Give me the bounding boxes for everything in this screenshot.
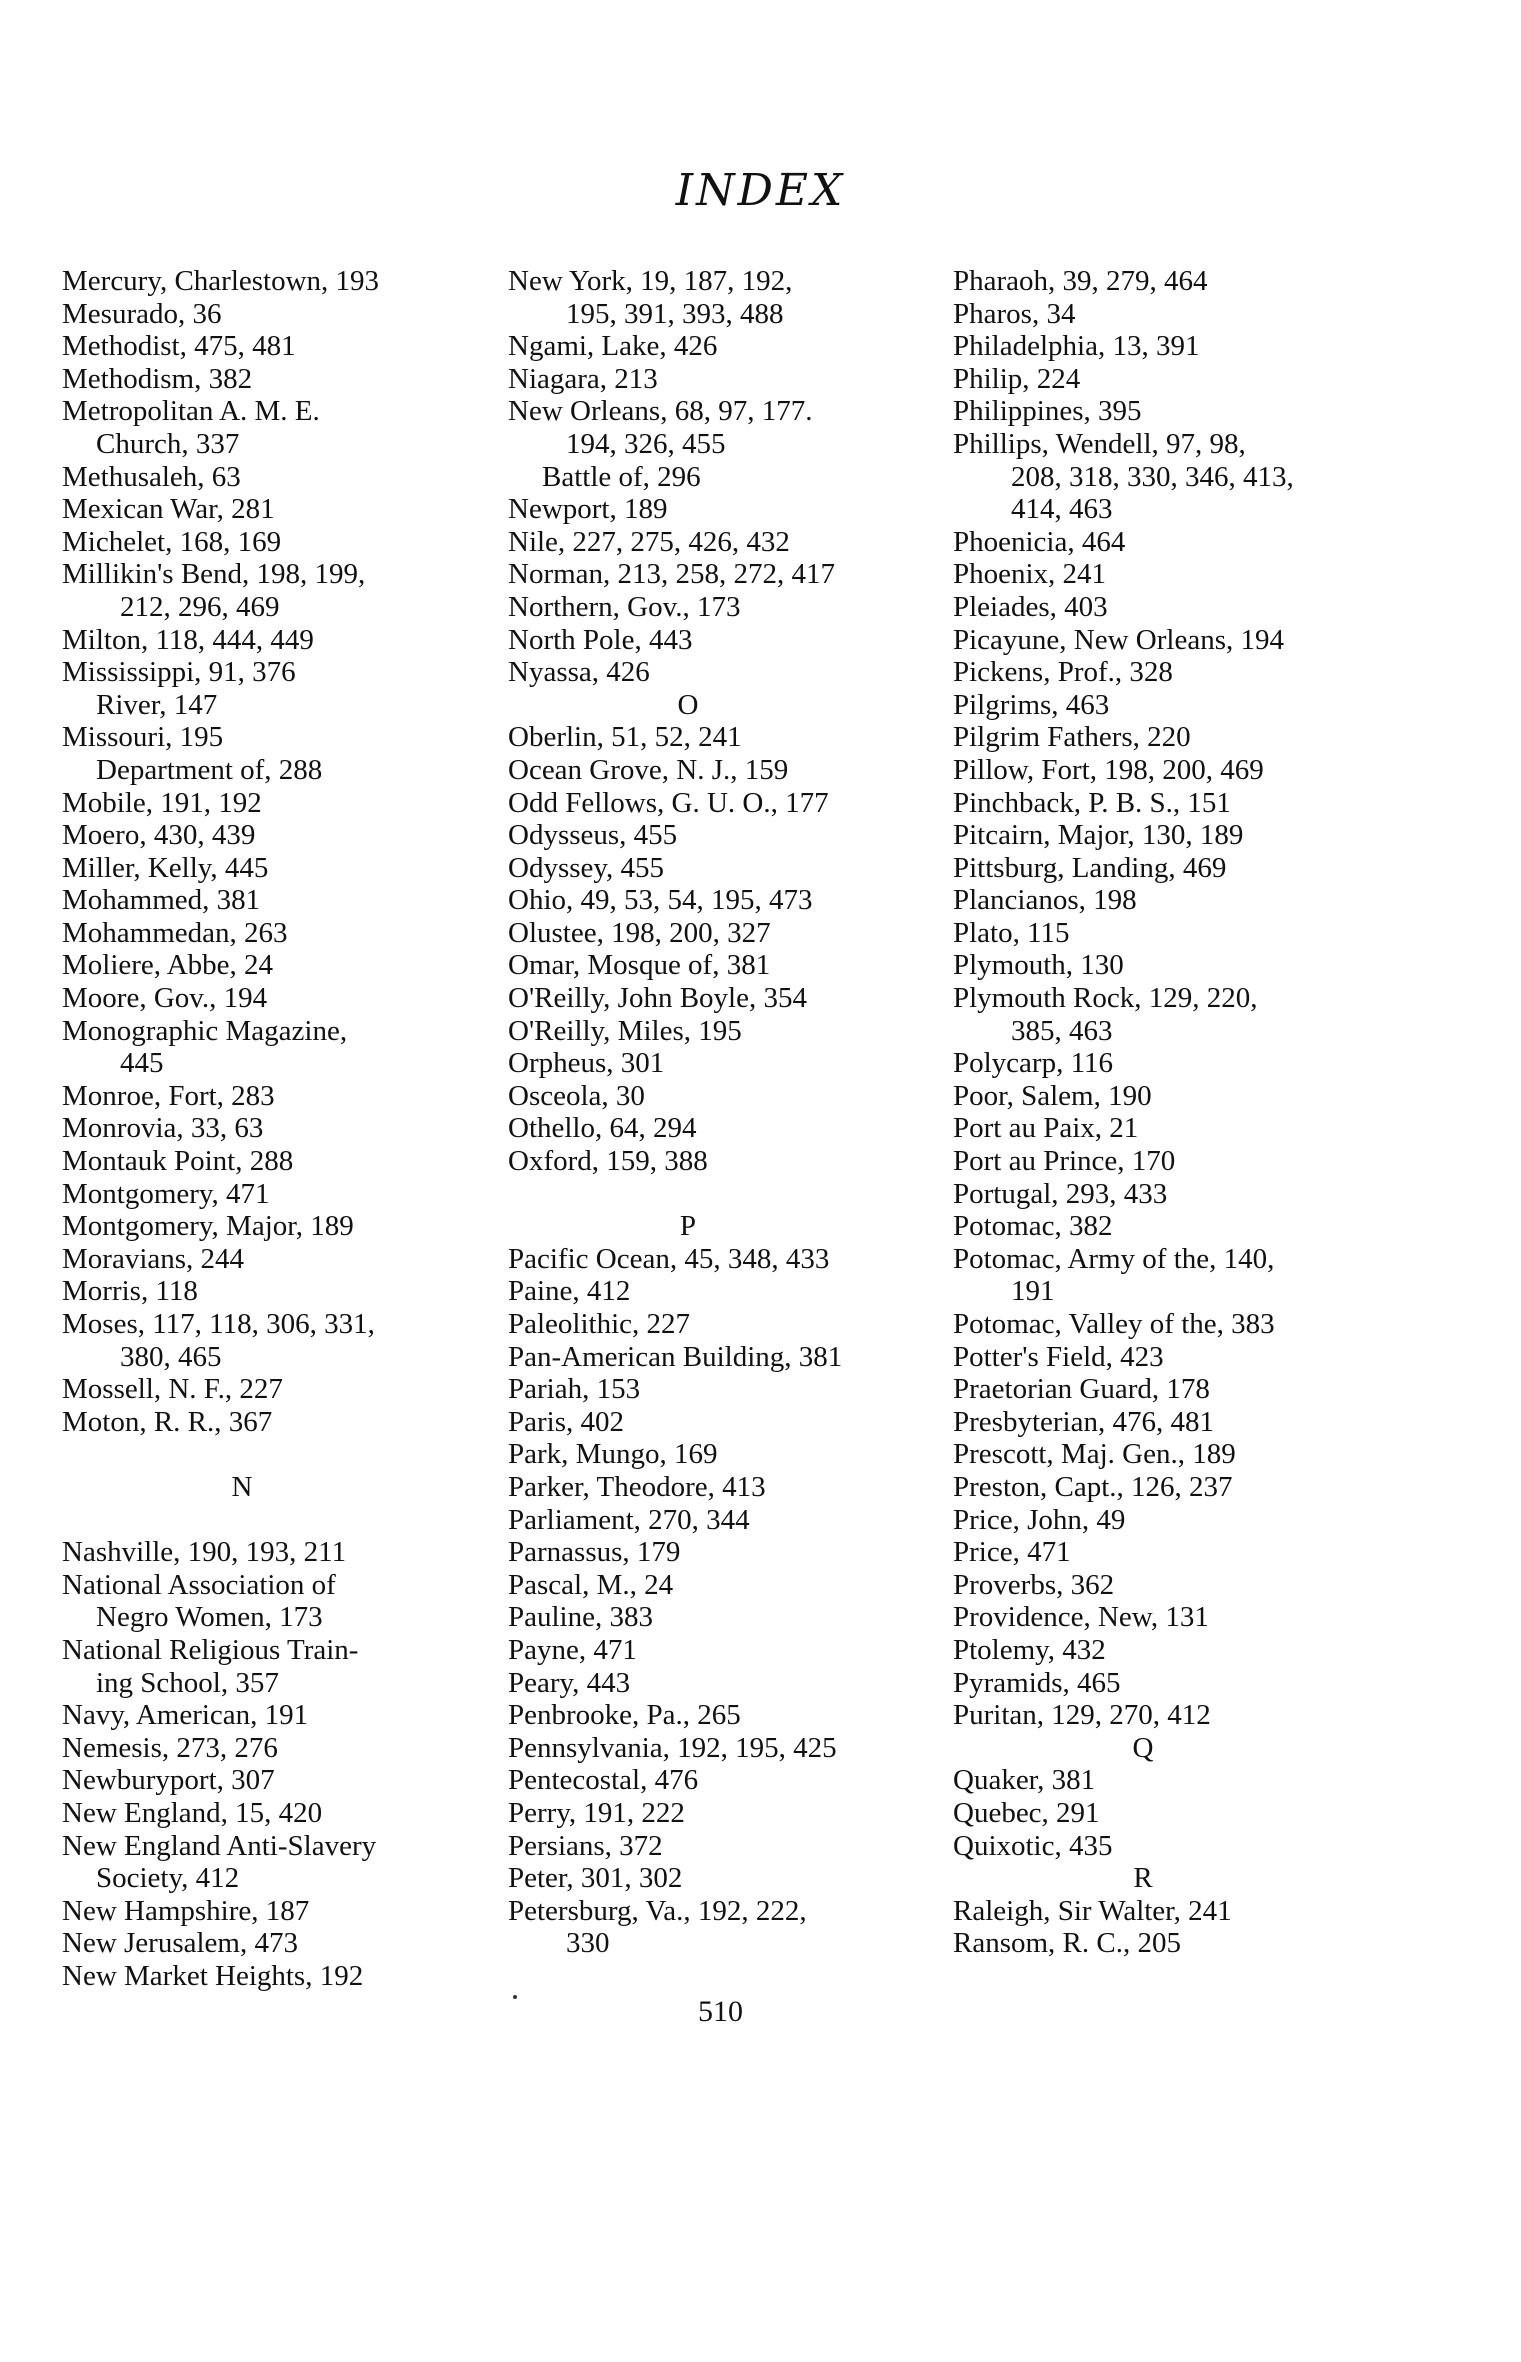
index-entry: Millikin's Bend, 198, 199, xyxy=(62,558,366,591)
index-entry-continuation: 445 xyxy=(120,1047,164,1080)
index-entry: Parnassus, 179 xyxy=(508,1536,681,1569)
index-entry: Pitcairn, Major, 130, 189 xyxy=(953,819,1244,852)
index-entry: Mohammed, 381 xyxy=(62,884,261,917)
index-column-2 xyxy=(508,265,928,1960)
index-entry-continuation: 380, 465 xyxy=(120,1340,222,1373)
index-entry-continuation: 208, 318, 330, 346, 413, xyxy=(1011,460,1294,493)
index-entry-continuation: 212, 296, 469 xyxy=(120,590,280,623)
index-entry: Pilgrims, 463 xyxy=(953,688,1110,721)
index-entry: Pyramids, 465 xyxy=(953,1666,1121,1699)
index-entry: Olustee, 198, 200, 327 xyxy=(508,916,771,949)
index-entry: Quaker, 381 xyxy=(953,1764,1096,1797)
index-entry: Pascal, M., 24 xyxy=(508,1568,674,1601)
index-entry: Nemesis, 273, 276 xyxy=(62,1731,278,1764)
index-entry: Ohio, 49, 53, 54, 195, 473 xyxy=(508,884,813,917)
index-entry-continuation: 330 xyxy=(566,1927,610,1960)
index-entry: Niagara, 213 xyxy=(508,362,658,395)
index-entry: Port au Paix, 21 xyxy=(953,1112,1139,1145)
index-entry: Pan-American Building, 381 xyxy=(508,1340,843,1373)
index-entry: Plymouth, 130 xyxy=(953,949,1124,982)
index-entry: Park, Mungo, 169 xyxy=(508,1438,718,1471)
index-entry: Odyssey, 455 xyxy=(508,851,665,884)
section-letter-heading: N xyxy=(231,1470,253,1503)
index-entry: Oxford, 159, 388 xyxy=(508,1145,708,1178)
index-entry: New England Anti-Slavery xyxy=(62,1829,377,1862)
index-entry: Odd Fellows, G. U. O., 177 xyxy=(508,786,829,819)
index-entry: Plymouth Rock, 129, 220, xyxy=(953,982,1258,1015)
index-entry: Petersburg, Va., 192, 222, xyxy=(508,1894,807,1927)
index-entry: Phoenicia, 464 xyxy=(953,525,1126,558)
index-entry: Pauline, 383 xyxy=(508,1601,653,1634)
index-entry: Methusaleh, 63 xyxy=(62,460,241,493)
index-entry-continuation: 191 xyxy=(1011,1275,1055,1308)
index-entry: Pentecostal, 476 xyxy=(508,1764,699,1797)
index-entry: Omar, Mosque of, 381 xyxy=(508,949,771,982)
index-entry: Pennsylvania, 192, 195, 425 xyxy=(508,1731,837,1764)
index-entry: Monographic Magazine, xyxy=(62,1014,348,1047)
index-entry: Raleigh, Sir Walter, 241 xyxy=(953,1894,1232,1927)
index-entry: Pacific Ocean, 45, 348, 433 xyxy=(508,1242,830,1275)
index-entry-continuation: 385, 463 xyxy=(1011,1014,1113,1047)
index-entry: Miller, Kelly, 445 xyxy=(62,851,269,884)
index-entry-continuation: 414, 463 xyxy=(1011,493,1113,526)
index-entry: Orpheus, 301 xyxy=(508,1047,665,1080)
index-entry: Parliament, 270, 344 xyxy=(508,1503,750,1536)
index-entry: Puritan, 129, 270, 412 xyxy=(953,1699,1211,1732)
index-entry: Mohammedan, 263 xyxy=(62,916,288,949)
index-entry: Moses, 117, 118, 306, 331, xyxy=(62,1308,375,1340)
index-entry: Pharos, 34 xyxy=(953,297,1076,330)
index-entry: Paris, 402 xyxy=(508,1405,624,1438)
index-entry: Metropolitan A. M. E. xyxy=(62,395,320,428)
index-entry: Odysseus, 455 xyxy=(508,819,678,852)
index-entry: Providence, New, 131 xyxy=(953,1601,1209,1634)
index-entry: Perry, 191, 222 xyxy=(508,1796,685,1829)
index-column-3 xyxy=(953,265,1393,1960)
index-entry: Potomac, Army of the, 140, xyxy=(953,1242,1275,1275)
index-entry: Price, 471 xyxy=(953,1536,1071,1569)
index-entry: Penbrooke, Pa., 265 xyxy=(508,1699,741,1732)
blank-line xyxy=(508,1178,928,1211)
index-entry: Monrovia, 33, 63 xyxy=(62,1112,264,1145)
index-entry: Monroe, Fort, 283 xyxy=(62,1079,275,1112)
index-entry: Pittsburg, Landing, 469 xyxy=(953,851,1227,884)
index-entry: North Pole, 443 xyxy=(508,623,693,656)
index-entry: Preston, Capt., 126, 237 xyxy=(953,1470,1233,1503)
index-subentry: Battle of, 296 xyxy=(542,460,701,493)
index-entry: Ransom, R. C., 205 xyxy=(953,1927,1181,1960)
index-column-1 xyxy=(62,265,482,1992)
index-entry: Praetorian Guard, 178 xyxy=(953,1373,1210,1406)
index-entry-continuation: 195, 391, 393, 488 xyxy=(566,297,784,330)
index-entry: Peary, 443 xyxy=(508,1666,631,1699)
index-entry: Phillips, Wendell, 97, 98, xyxy=(953,427,1246,460)
index-entry: Potter's Field, 423 xyxy=(953,1340,1164,1373)
index-entry: Port au Prince, 170 xyxy=(953,1145,1176,1178)
index-entry: Moore, Gov., 194 xyxy=(62,982,268,1015)
index-entry: Philip, 224 xyxy=(953,362,1081,395)
index-entry: Missouri, 195 xyxy=(62,721,224,754)
index-entry: Payne, 471 xyxy=(508,1633,637,1666)
index-entry: Mobile, 191, 192 xyxy=(62,786,262,819)
index-entry: Osceola, 30 xyxy=(508,1079,645,1112)
index-entry: Pharaoh, 39, 279, 464 xyxy=(953,265,1208,297)
index-entry: Pilgrim Fathers, 220 xyxy=(953,721,1191,754)
index-entry: Philippines, 395 xyxy=(953,395,1142,428)
index-entry: Milton, 118, 444, 449 xyxy=(62,623,314,656)
index-entry: Polycarp, 116 xyxy=(953,1047,1114,1080)
index-entry: Montgomery, 471 xyxy=(62,1177,270,1210)
index-entry: Paleolithic, 227 xyxy=(508,1308,691,1340)
index-entry: Pariah, 153 xyxy=(508,1373,641,1406)
index-entry: Plancianos, 198 xyxy=(953,884,1137,917)
index-entry: Pillow, Fort, 198, 200, 469 xyxy=(953,753,1264,786)
index-entry: Proverbs, 362 xyxy=(953,1568,1115,1601)
index-entry: Moravians, 244 xyxy=(62,1242,245,1275)
index-entry: Norman, 213, 258, 272, 417 xyxy=(508,558,836,591)
section-letter-heading: P xyxy=(679,1210,697,1243)
index-subentry: Negro Women, 173 xyxy=(96,1601,323,1634)
index-entry: New England, 15, 420 xyxy=(62,1796,323,1829)
index-entry-continuation: 194, 326, 455 xyxy=(566,427,726,460)
index-entry: Methodism, 382 xyxy=(62,362,253,395)
index-entry: National Association of xyxy=(62,1568,336,1601)
index-entry: New Jerusalem, 473 xyxy=(62,1927,298,1960)
index-entry: Prescott, Maj. Gen., 189 xyxy=(953,1438,1236,1471)
index-entry: Potomac, 382 xyxy=(953,1210,1113,1243)
index-entry: Moton, R. R., 367 xyxy=(62,1405,273,1438)
index-entry: Presbyterian, 476, 481 xyxy=(953,1405,1214,1438)
index-entry: Michelet, 168, 169 xyxy=(62,525,282,558)
index-entry: Northern, Gov., 173 xyxy=(508,590,741,623)
index-entry: Quebec, 291 xyxy=(953,1796,1100,1829)
index-entry: Potomac, Valley of the, 383 xyxy=(953,1308,1275,1340)
index-entry: Mississippi, 91, 376 xyxy=(62,656,296,689)
index-entry: Newport, 189 xyxy=(508,493,668,526)
index-entry: Pinchback, P. B. S., 151 xyxy=(953,786,1231,819)
index-entry: National Religious Train- xyxy=(62,1633,359,1666)
index-entry: Pleiades, 403 xyxy=(953,590,1108,623)
index-entry: Nile, 227, 275, 426, 432 xyxy=(508,525,790,558)
index-subentry: Church, 337 xyxy=(96,427,240,460)
index-entry: Parker, Theodore, 413 xyxy=(508,1470,766,1503)
index-entry: Quixotic, 435 xyxy=(953,1829,1113,1862)
index-subentry: ing School, 357 xyxy=(96,1666,279,1699)
index-entry: Moero, 430, 439 xyxy=(62,819,256,852)
index-entry: Nashville, 190, 193, 211 xyxy=(62,1536,347,1569)
section-letter-heading: Q xyxy=(1132,1731,1154,1764)
section-letter-heading: R xyxy=(1133,1862,1153,1895)
index-entry: Othello, 64, 294 xyxy=(508,1112,697,1145)
index-entry: Morris, 118 xyxy=(62,1275,198,1308)
index-entry: Pickens, Prof., 328 xyxy=(953,656,1173,689)
index-entry: Ngami, Lake, 426 xyxy=(508,330,718,363)
index-entry: Philadelphia, 13, 391 xyxy=(953,330,1200,363)
index-entry: Persians, 372 xyxy=(508,1829,663,1862)
blank-line xyxy=(62,1504,482,1537)
index-entry: Poor, Salem, 190 xyxy=(953,1079,1152,1112)
index-entry: Newburyport, 307 xyxy=(62,1764,275,1797)
index-entry: Mesurado, 36 xyxy=(62,297,222,330)
index-entry: Paine, 412 xyxy=(508,1275,631,1308)
index-subentry: River, 147 xyxy=(96,688,218,721)
index-entry: Oberlin, 51, 52, 241 xyxy=(508,721,742,754)
index-entry: O'Reilly, Miles, 195 xyxy=(508,1014,742,1047)
index-entry: New Hampshire, 187 xyxy=(62,1894,310,1927)
index-entry: Ptolemy, 432 xyxy=(953,1633,1106,1666)
index-subentry: Department of, 288 xyxy=(96,753,323,786)
index-entry: Montgomery, Major, 189 xyxy=(62,1210,354,1243)
index-entry: New Market Heights, 192 xyxy=(62,1959,364,1992)
index-entry: Mexican War, 281 xyxy=(62,493,275,526)
index-entry: Montauk Point, 288 xyxy=(62,1145,294,1178)
index-entry: Methodist, 475, 481 xyxy=(62,330,296,363)
index-entry: Price, John, 49 xyxy=(953,1503,1126,1536)
index-entry: Moliere, Abbe, 24 xyxy=(62,949,274,982)
page-number: 510 xyxy=(698,1995,743,2028)
index-entry: O'Reilly, John Boyle, 354 xyxy=(508,982,807,1015)
page-title: INDEX xyxy=(675,165,846,216)
section-letter-heading: O xyxy=(677,688,699,721)
index-entry: Picayune, New Orleans, 194 xyxy=(953,623,1284,656)
index-entry: Ocean Grove, N. J., 159 xyxy=(508,753,789,786)
index-entry: Phoenix, 241 xyxy=(953,558,1107,591)
index-entry: Plato, 115 xyxy=(953,916,1070,949)
index-entry: Nyassa, 426 xyxy=(508,656,650,689)
index-entry: Peter, 301, 302 xyxy=(508,1862,683,1895)
index-subentry: Society, 412 xyxy=(96,1862,240,1895)
index-entry: Navy, American, 191 xyxy=(62,1699,309,1732)
index-entry: New York, 19, 187, 192, xyxy=(508,265,793,297)
index-entry: Mossell, N. F., 227 xyxy=(62,1373,283,1406)
index-entry: New Orleans, 68, 97, 177. xyxy=(508,395,813,428)
index-entry: Mercury, Charlestown, 193 xyxy=(62,265,380,297)
blank-line xyxy=(62,1438,482,1471)
index-entry: Portugal, 293, 433 xyxy=(953,1177,1168,1210)
